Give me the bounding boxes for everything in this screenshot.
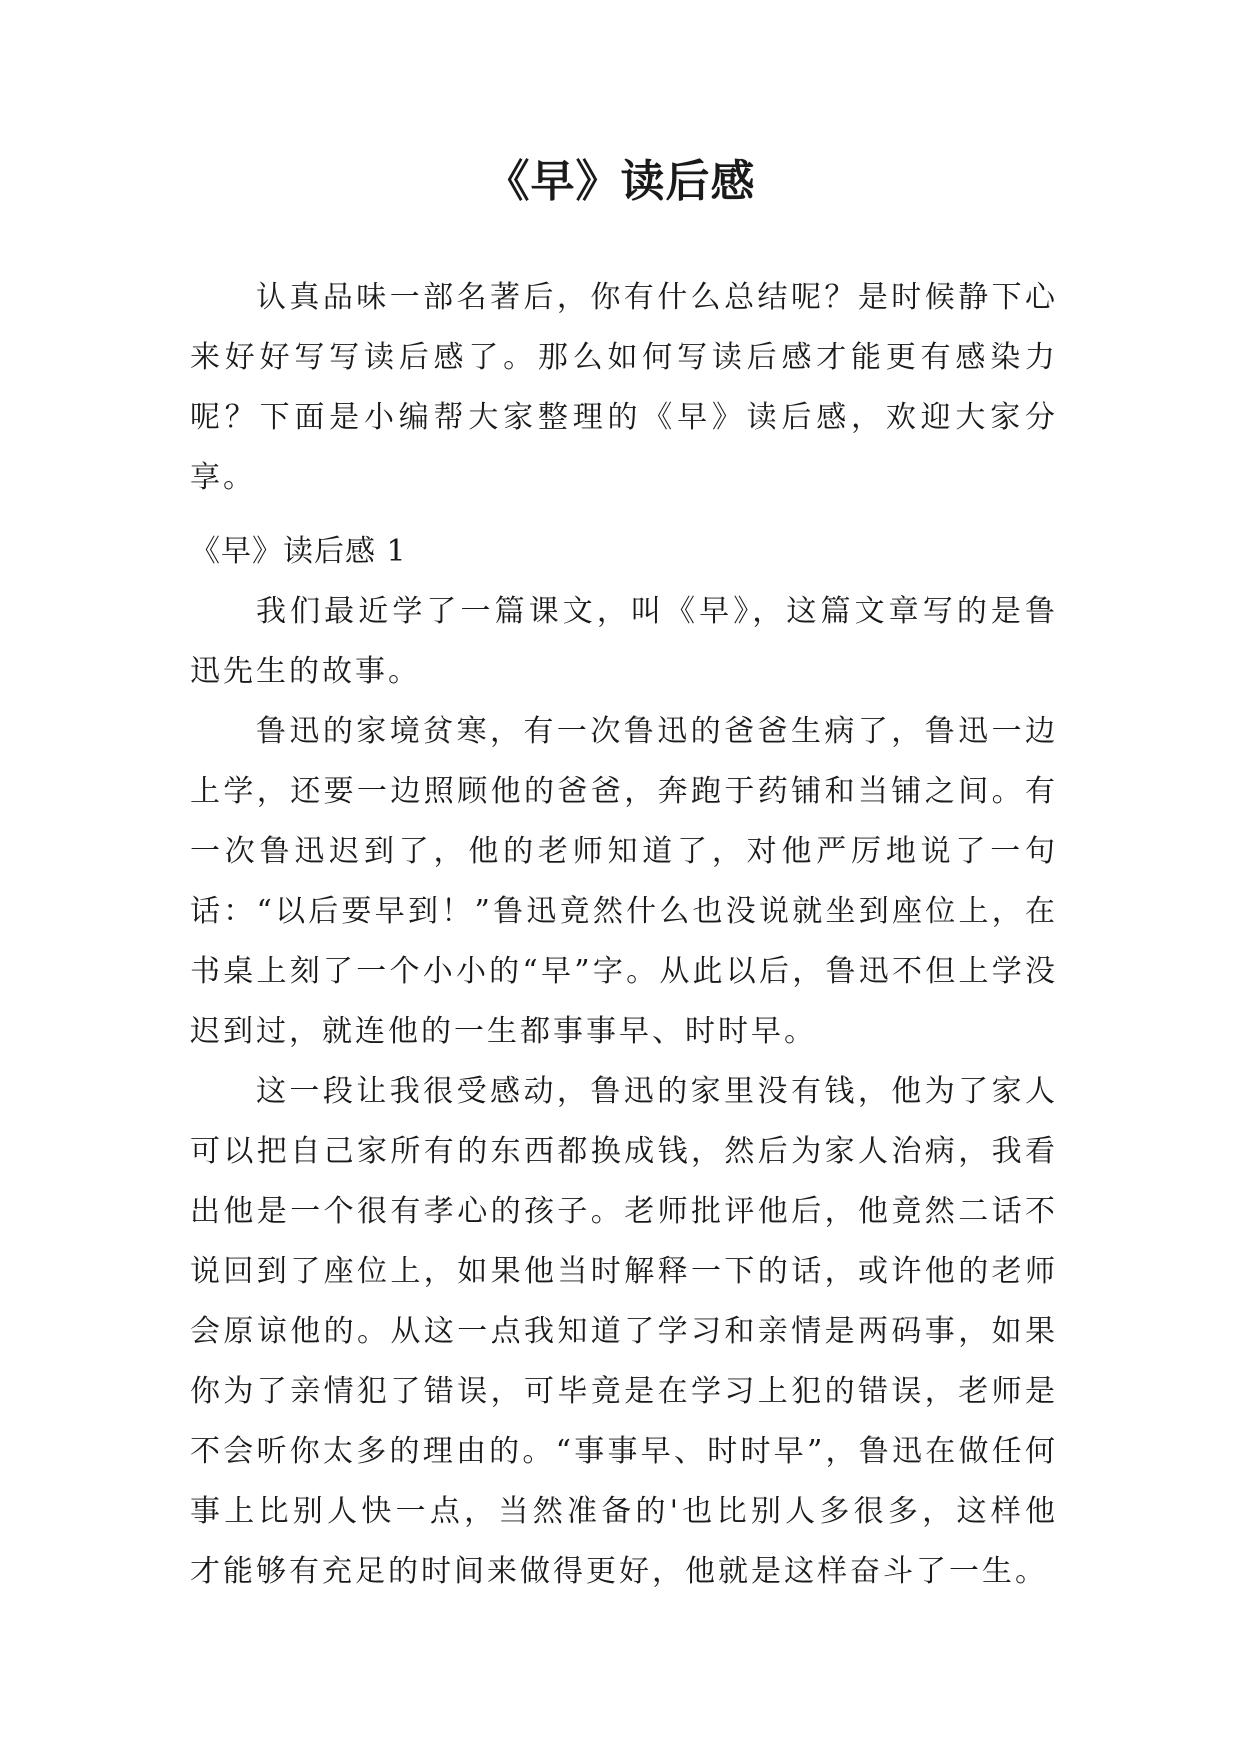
section-heading: 《早》读后感 1 xyxy=(190,534,407,569)
document-title: 《早》读后感 xyxy=(485,156,756,207)
intro-block xyxy=(190,268,1058,508)
essay-section-1 xyxy=(190,522,1058,1602)
intro-paragraph: 认真品味一部名著后，你有什么总结呢？是时候静下心来好好写写读后感了。那么如何写读后感才能更有感染力呢？下面是小编帮大家整理的《早》读后感，欢迎大家分享。 xyxy=(190,280,1058,495)
essay-paragraph-2: 鲁迅的家境贫寒，有一次鲁迅的爸爸生病了，鲁迅一边上学，还要一边照顾他的爸爸，奔跑于药铺和当铺之间。有一次鲁迅迟到了，他的老师知道了，对他严厉地说了一句话：“以后要早到！”鲁迅竟然什么也没说就坐到座位上，在书桌上刻了一个小小的“早”字。从此以后，鲁迅不但上学没迟到过，就连他的一生都事事早、时时早。 xyxy=(190,714,1058,1049)
essay-paragraph-1: 我们最近学了一篇课文，叫《早》，这篇文章写的是鲁迅先生的故事。 xyxy=(190,594,1058,689)
essay-paragraph-3: 这一段让我很受感动，鲁迅的家里没有钱，他为了家人可以把自己家所有的东西都换成钱，然后为家人治病，我看出他是一个很有孝心的孩子。老师批评他后，他竟然二话不说回到了座位上，如果他当时解释一下的话，或许他的老师会原谅他的。从这一点我知道了学习和亲情是两码事，如果你为了亲情犯了错误，可毕竟是在学习上犯的错误，老师是不会听你太多的理由的。“事事早、时时早”，鲁迅在做任何事上比别人快一点，当然准备的'也比别人多很多，这样他才能够有充足的时间来做得更好，他就是这样奋斗了一生。 xyxy=(190,1074,1058,1589)
